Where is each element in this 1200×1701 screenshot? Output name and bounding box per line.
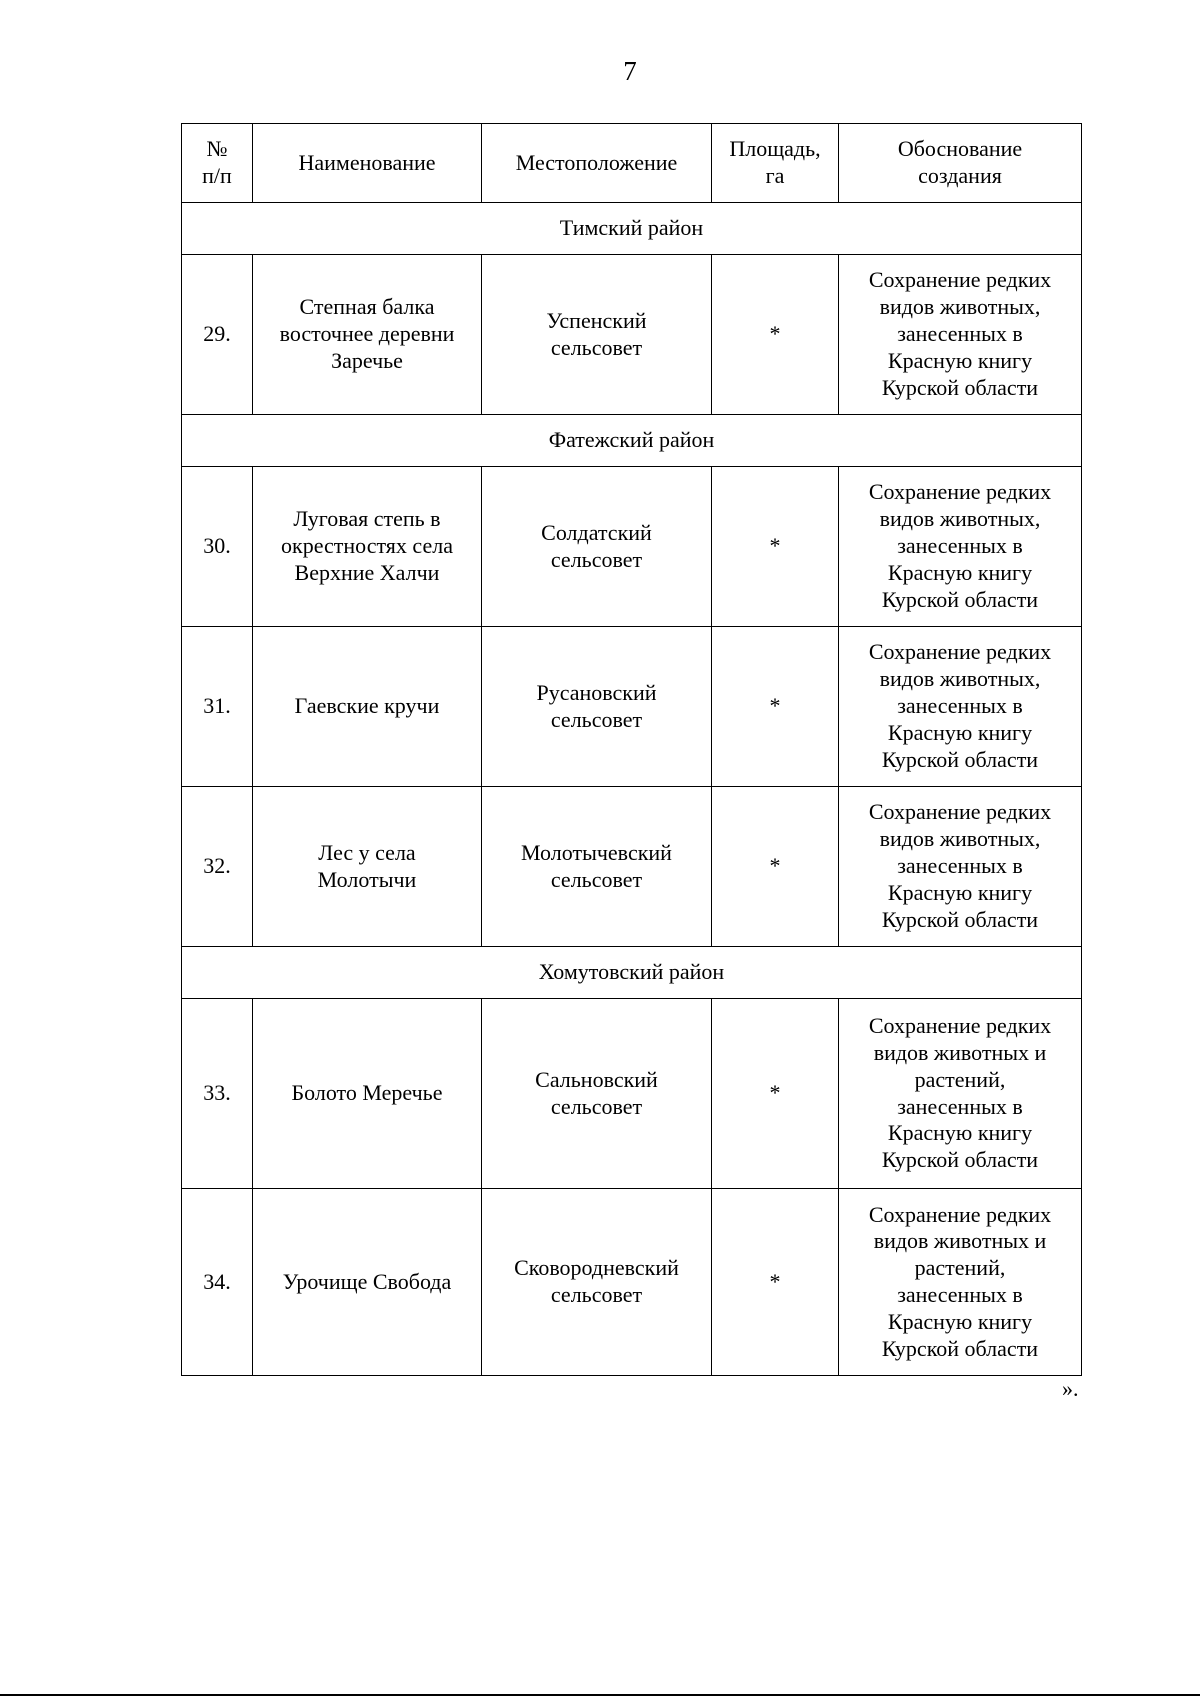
district-name: Хомутовский район	[182, 947, 1082, 999]
cell-number: 33.	[182, 999, 253, 1189]
cell-location: Русановский сельсовет	[482, 627, 712, 787]
table-row	[182, 255, 1082, 415]
table-row	[182, 627, 1082, 787]
cell-name: Степная балка восточнее деревни Заречье	[253, 255, 482, 415]
cell-number: 29.	[182, 255, 253, 415]
table-row	[182, 787, 1082, 947]
cell-area: *	[712, 627, 839, 787]
district-row	[182, 415, 1082, 467]
cell-reason: Сохранение редких видов животных, занесенных в Красную книгу Курской области	[839, 787, 1082, 947]
cell-location: Молотычевский сельсовет	[482, 787, 712, 947]
reserves-table-body	[182, 124, 1082, 1376]
cell-area: *	[712, 787, 839, 947]
district-row	[182, 203, 1082, 255]
cell-name: Лес у села Молотычи	[253, 787, 482, 947]
cell-reason: Сохранение редких видов животных, занесенных в Красную книгу Курской области	[839, 467, 1082, 627]
cell-number: 34.	[182, 1189, 253, 1376]
cell-name: Болото Меречье	[253, 999, 482, 1189]
cell-area: *	[712, 467, 839, 627]
header-number: № п/п	[182, 124, 253, 203]
cell-location: Сальновский сельсовет	[482, 999, 712, 1189]
closing-quote: ».	[1062, 1376, 1079, 1401]
district-name: Фатежский район	[182, 415, 1082, 467]
table-header-row	[182, 124, 1082, 203]
district-name: Тимский район	[182, 203, 1082, 255]
cell-name: Луговая степь в окрестностях села Верхние Халчи	[253, 467, 482, 627]
table-row	[182, 1189, 1082, 1376]
cell-name: Гаевские кручи	[253, 627, 482, 787]
page-number: 7	[623, 56, 637, 86]
cell-location: Солдатский сельсовет	[482, 467, 712, 627]
cell-reason: Сохранение редких видов животных и растений, занесенных в Красную книгу Курской области	[839, 1189, 1082, 1376]
cell-reason: Сохранение редких видов животных и растений, занесенных в Красную книгу Курской области	[839, 999, 1082, 1189]
cell-number: 30.	[182, 467, 253, 627]
cell-area: *	[712, 255, 839, 415]
header-reason: Обоснование создания	[839, 124, 1082, 203]
cell-reason: Сохранение редких видов животных, занесенных в Красную книгу Курской области	[839, 627, 1082, 787]
table-row	[182, 999, 1082, 1189]
cell-reason: Сохранение редких видов животных, занесенных в Красную книгу Курской области	[839, 255, 1082, 415]
district-row	[182, 947, 1082, 999]
cell-number: 31.	[182, 627, 253, 787]
cell-name: Урочище Свобода	[253, 1189, 482, 1376]
cell-area: *	[712, 1189, 839, 1376]
scan-bottom-edge	[0, 1694, 1200, 1696]
header-area: Площадь, га	[712, 124, 839, 203]
reserves-table	[181, 123, 1082, 1376]
cell-location: Успенский сельсовет	[482, 255, 712, 415]
cell-location: Сковородневский сельсовет	[482, 1189, 712, 1376]
cell-number: 32.	[182, 787, 253, 947]
header-location: Местоположение	[482, 124, 712, 203]
cell-area: *	[712, 999, 839, 1189]
table-row	[182, 467, 1082, 627]
header-name: Наименование	[253, 124, 482, 203]
